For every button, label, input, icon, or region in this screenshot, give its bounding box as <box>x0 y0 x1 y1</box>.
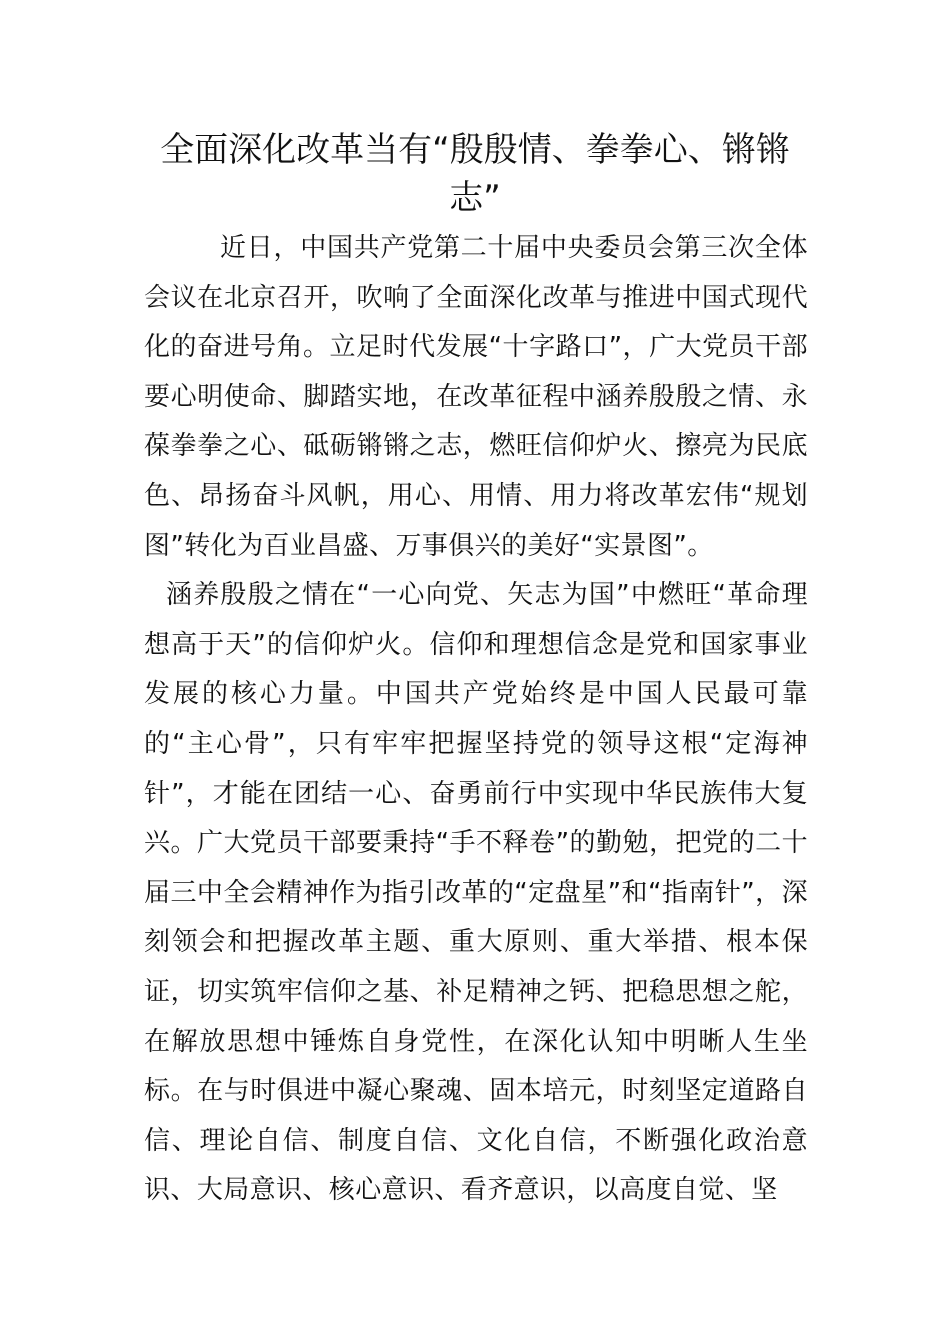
paragraph-faith: 涵养殷殷之情在“一心向党、矢志为国”中燃旺“革命理想高于天”的信仰炉火。信仰和理想信念是党和国家事业发展的核心力量。中国共产党始终是中国人民最可靠的“主心骨”，只有牢牢把握坚持党的领导这根“定海神针”，才能在团结一心、奋勇前行中实现中华民族伟大复兴。广大党员干部要秉持“手不释卷”的勤勉，把党的二十届三中全会精神作为指引改革的“定盘星”和“指南针”，深刻领会和把握改革主题、重大原则、重大举措、根本保证，切实筑牢信仰之基、补足精神之钙、把稳思想之舵，在解放思想中锤炼自身党性，在深化认知中明晰人生坐标。在与时俱进中凝心聚魂、固本培元，时刻坚定道路自信、理论自信、制度自信、文化自信，不断强化政治意识、大局意识、核心意识、看齐意识，以高度自觉、坚 <box>144 580 808 1206</box>
paragraph-intro: 近日，中国共产党第二十届中央委员会第三次全体会议在北京召开，吹响了全面深化改革与推进中国式现代化的奋进号角。立足时代发展“十字路口”，广大党员干部要心明使命、脚踏实地，在改革征程中涵养殷殷之情、永葆拳拳之心、砥砺锵锵之志，燃旺信仰炉火、擦亮为民底色、昂扬奋斗风帆，用心、用情、用力将改革宏伟“规划图”转化为百业昌盛、万事俱兴的美好“实景图”。 <box>144 233 808 561</box>
document-body <box>144 224 808 1216</box>
document-title: 全面深化改革当有“殷殷情、拳拳心、锵锵志” <box>160 130 790 218</box>
